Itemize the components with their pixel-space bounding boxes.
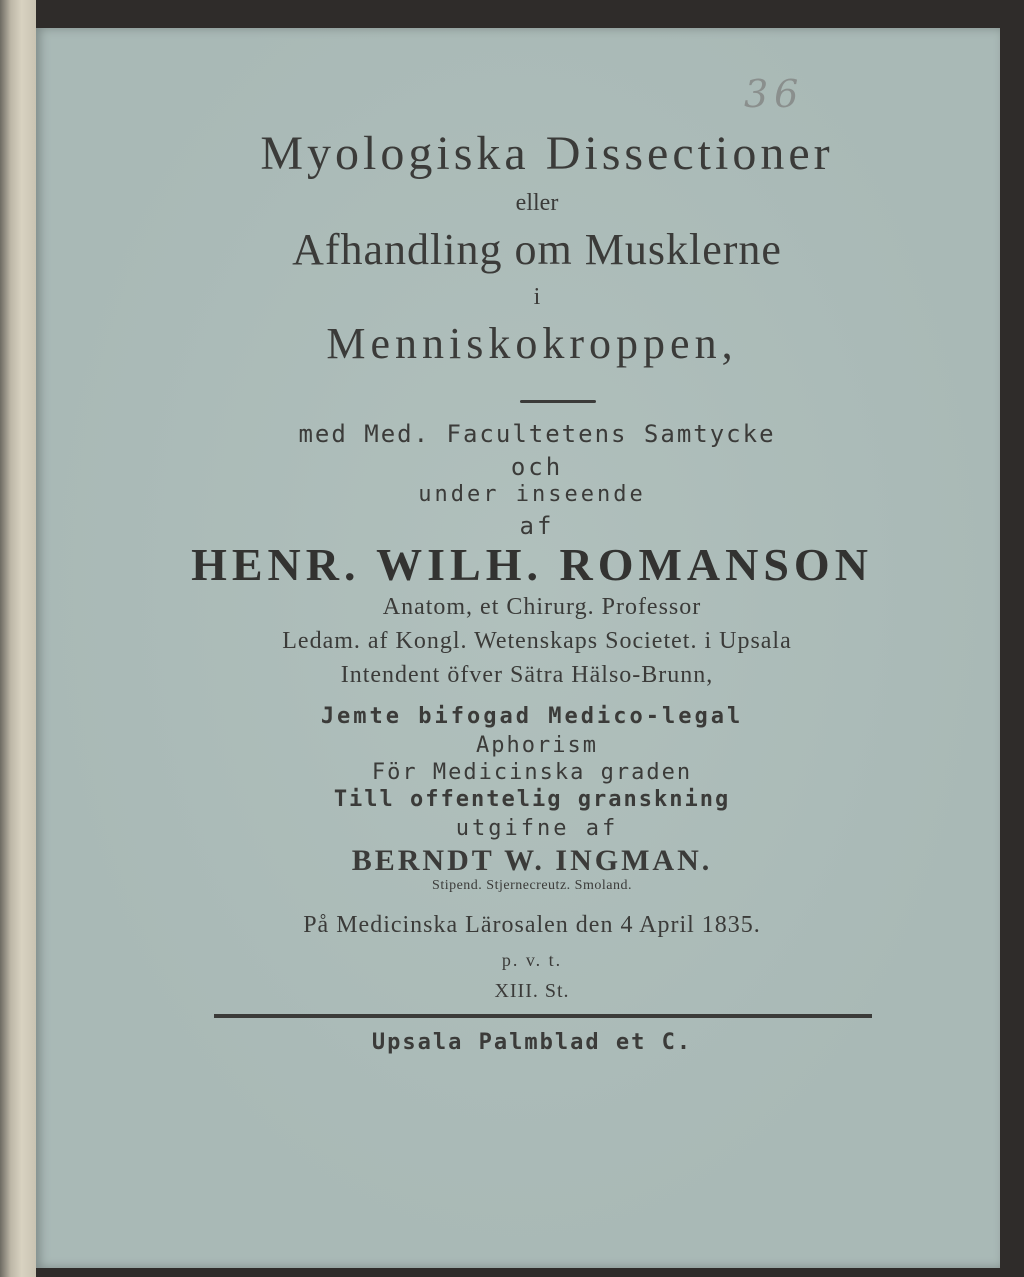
printer-imprint: Upsala Palmblad et C. bbox=[371, 1030, 693, 1055]
handwritten-page-number: 36 bbox=[744, 72, 805, 116]
praeses-title-1: Anatom, et Chirurg. Professor bbox=[382, 594, 702, 620]
praeses-name: HENR. WILH. ROMANSON bbox=[191, 539, 873, 590]
title-line-1: Myologiska Dissectioner bbox=[260, 127, 834, 180]
sanction-line-1: med Med. Facultetens Samtycke bbox=[298, 420, 776, 448]
defense-pvt: p. v. t. bbox=[501, 950, 563, 970]
defense-hour: XIII. St. bbox=[494, 980, 570, 1002]
imprint-rule bbox=[214, 1014, 872, 1018]
praeses-title-2: Ledam. af Kongl. Wetenskaps Societet. i Upsala bbox=[282, 628, 792, 654]
respondent-name: BERNDT W. INGMAN. bbox=[351, 844, 713, 877]
title-line-2: eller bbox=[515, 190, 559, 216]
title-line-4: i bbox=[533, 284, 541, 310]
sanction-line-4: af bbox=[519, 512, 555, 540]
defense-place-date: På Medicinska Lärosalen den 4 April 1835. bbox=[303, 912, 761, 938]
sanction-line-3: under inseende bbox=[418, 482, 646, 507]
praeses-title-3: Intendent öfver Sätra Hälso-Brunn, bbox=[340, 662, 714, 688]
purpose-line-4: Till offentelig granskning bbox=[333, 787, 731, 812]
title-line-5: Menniskokroppen, bbox=[326, 319, 738, 368]
purpose-line-3: För Medicinska graden bbox=[371, 760, 693, 785]
respondent-details: Stipend. Stjernecreutz. Smoland. bbox=[432, 878, 632, 893]
purpose-line-5: utgifne af bbox=[455, 816, 619, 841]
sanction-line-2: och bbox=[510, 453, 564, 481]
title-line-3: Afhandling om Musklerne bbox=[292, 225, 782, 274]
ornamental-divider bbox=[520, 400, 596, 403]
purpose-line-1: Jemte bifogad Medico-legal bbox=[320, 704, 744, 729]
purpose-line-2: Aphorism bbox=[476, 733, 598, 758]
